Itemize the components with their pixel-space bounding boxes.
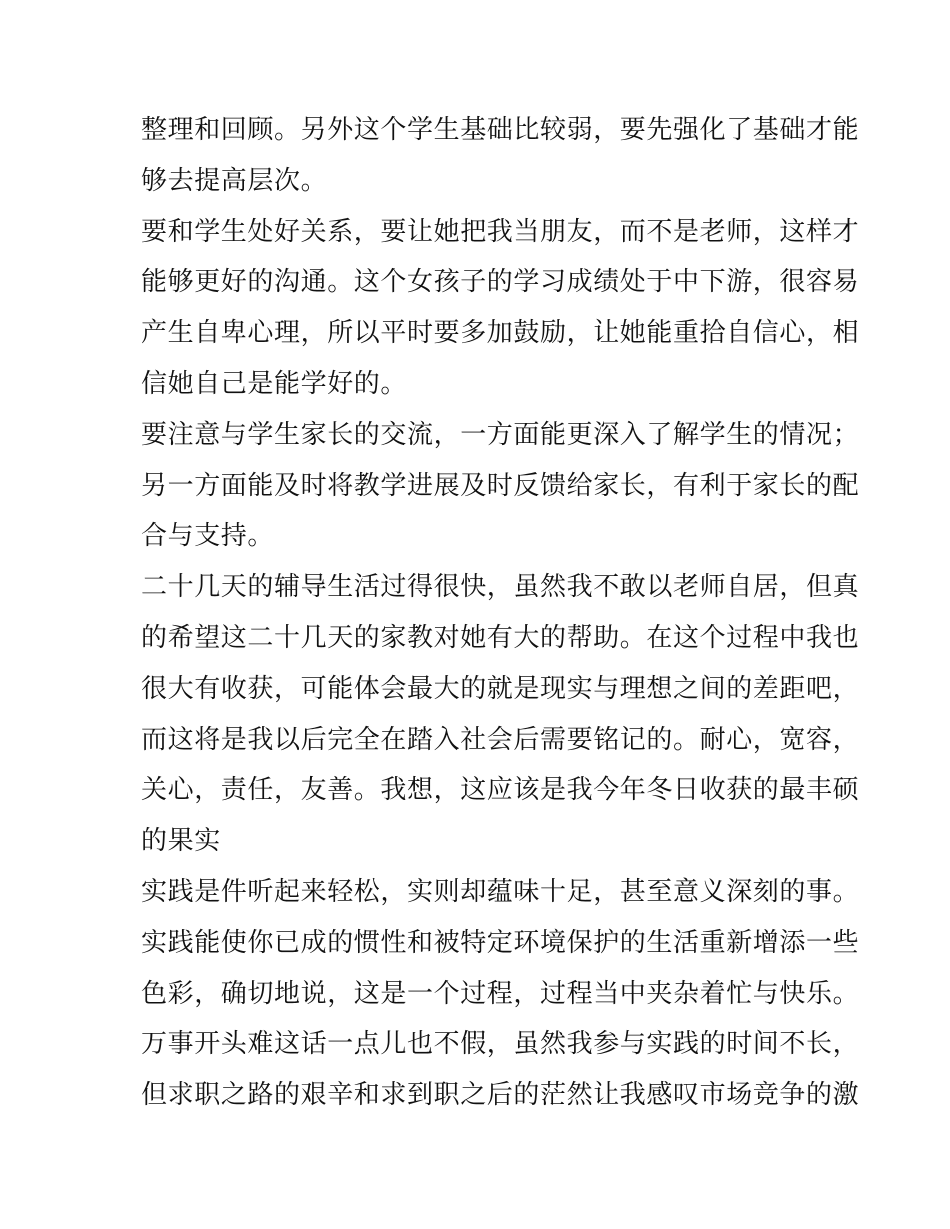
- text-line: 关心，责任，友善。我想，这应该是我今年冬日收获的最丰硕: [141, 775, 860, 806]
- document-body: [141, 105, 860, 1121]
- text-line: 实践是件听起来轻松，实则却蕴味十足，甚至意义深刻的事。: [141, 876, 860, 907]
- text-line: 万事开头难这话一点儿也不假，虽然我参与实践的时间不长，: [141, 1029, 860, 1060]
- text-line: 合与支持。: [141, 521, 275, 552]
- text-line: 要和学生处好关系，要让她把我当朋友，而不是老师，这样才: [141, 216, 860, 247]
- text-line: 够去提高层次。: [141, 165, 328, 196]
- text-line: 信她自己是能学好的。: [141, 368, 408, 399]
- text-line: 而这将是我以后完全在踏入社会后需要铭记的。耐心，宽容，: [141, 724, 860, 755]
- text-line: 整理和回顾。另外这个学生基础比较弱，要先强化了基础才能: [141, 115, 860, 145]
- text-line: 的果实: [141, 826, 221, 857]
- text-line: 能够更好的沟通。这个女孩子的学习成绩处于中下游，很容易: [141, 267, 860, 298]
- text-line: 二十几天的辅导生活过得很快，虽然我不敢以老师自居，但真: [141, 572, 860, 603]
- text-line: 实践能使你已成的惯性和被特定环境保护的生活重新增添一些: [141, 927, 860, 958]
- text-line: 另一方面能及时将教学进展及时反馈给家长，有利于家长的配: [141, 470, 860, 501]
- text-line: 但求职之路的艰辛和求到职之后的茫然让我感叹市场竞争的激: [141, 1080, 860, 1111]
- text-line: 很大有收获，可能体会最大的就是现实与理想之间的差距吧，: [141, 673, 860, 704]
- text-line: 的希望这二十几天的家教对她有大的帮助。在这个过程中我也: [141, 622, 860, 653]
- text-line: 要注意与学生家长的交流，一方面能更深入了解学生的情况；: [141, 419, 860, 450]
- text-line: 色彩，确切地说，这是一个过程，过程当中夹杂着忙与快乐。: [141, 978, 860, 1009]
- text-line: 产生自卑心理，所以平时要多加鼓励，让她能重拾自信心，相: [141, 318, 860, 349]
